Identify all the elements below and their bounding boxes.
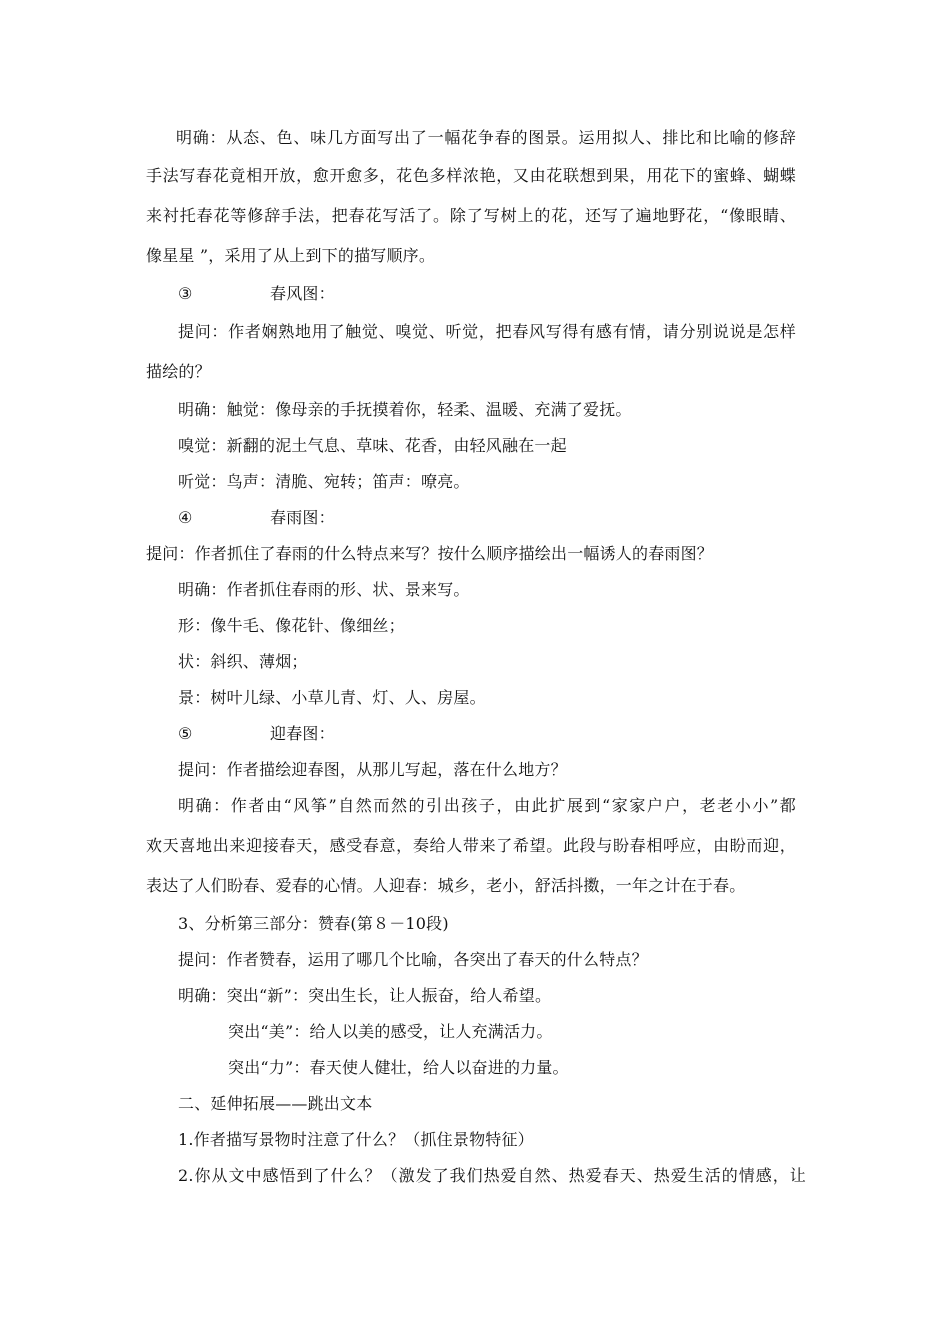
paragraph-line: 手法写春花竟相开放，愈开愈多，花色多样浓艳，又由花联想到果，用花下的蜜蜂、蝴蝶: [146, 166, 796, 185]
list-item: 2.你从文中感悟到了什么？（激发了我们热爱自然、热爱春天、热爱生活的情感，让: [178, 1166, 806, 1185]
section-heading: 3、分析第三部分：赞春(第８－10段): [178, 914, 449, 933]
section-marker: ④: [178, 508, 193, 527]
section-heading: [178, 724, 335, 744]
paragraph-line: 状：斜织、薄烟；: [178, 652, 308, 671]
paragraph-line: 突出“美”：给人以美的感受，让人充满活力。: [228, 1022, 553, 1041]
paragraph-line: 提问：作者赞春，运用了哪几个比喻，各突出了春天的什么特点？: [178, 950, 648, 969]
paragraph-line: 提问：作者抓住了春雨的什么特点来写？按什么顺序描绘出一幅诱人的春雨图？: [146, 544, 714, 563]
paragraph-line: 像星星 ”，采用了从上到下的描写顺序。: [146, 246, 436, 265]
paragraph-line: 明确：作者抓住春雨的形、状、景来写。: [178, 580, 470, 599]
paragraph-line: 明确：从态、色、味几方面写出了一幅花争春的图景。运用拟人、排比和比喻的修辞: [176, 128, 796, 147]
section-heading: [178, 508, 335, 528]
paragraph-line: 来衬托春花等修辞手法，把春花写活了。除了写树上的花，还写了遍地野花，“像眼睛、: [146, 206, 796, 225]
section-heading: 二、延伸拓展——跳出文本: [178, 1094, 373, 1113]
paragraph-line: 描绘的？: [146, 362, 211, 381]
paragraph-line: 表达了人们盼春、爱春的心情。人迎春：城乡，老小，舒活抖擞，一年之计在于春。: [146, 876, 746, 895]
paragraph-line: 突出“力”：春天使人健壮，给人以奋进的力量。: [228, 1058, 569, 1077]
section-heading: [178, 284, 335, 304]
section-title: 迎春图：: [270, 724, 335, 743]
list-item: 1.作者描写景物时注意了什么？（抓住景物特征）: [178, 1130, 534, 1149]
paragraph-line: 嗅觉：新翻的泥土气息、草味、花香，由轻风融在一起: [178, 436, 567, 455]
paragraph-line: 明确：触觉：像母亲的手抚摸着你，轻柔、温暖、充满了爱抚。: [178, 400, 632, 419]
paragraph-line: 提问：作者娴熟地用了触觉、嗅觉、听觉，把春风写得有感有情，请分别说说是怎样: [178, 322, 796, 341]
section-title: 春雨图：: [270, 508, 335, 527]
section-title: 春风图：: [270, 284, 335, 303]
paragraph-line: 提问：作者描绘迎春图，从那儿写起，落在什么地方？: [178, 760, 567, 779]
paragraph-line: 景：树叶儿绿、小草儿青、灯、人、房屋。: [178, 688, 486, 707]
section-marker: ⑤: [178, 724, 193, 743]
paragraph-line: 欢天喜地出来迎接春天，感受春意，奏给人带来了希望。此段与盼春相呼应，由盼而迎，: [146, 836, 796, 855]
paragraph-line: 明确：作者由“风筝”自然而然的引出孩子，由此扩展到“家家户户，老老小小”都: [178, 796, 796, 815]
paragraph-line: 形：像牛毛、像花针、像细丝；: [178, 616, 405, 635]
paragraph-line: 听觉：鸟声：清脆、宛转；笛声：嘹亮。: [178, 472, 470, 491]
section-marker: ③: [178, 284, 193, 303]
paragraph-line: 明确：突出“新”：突出生长，让人振奋，给人希望。: [178, 986, 552, 1005]
